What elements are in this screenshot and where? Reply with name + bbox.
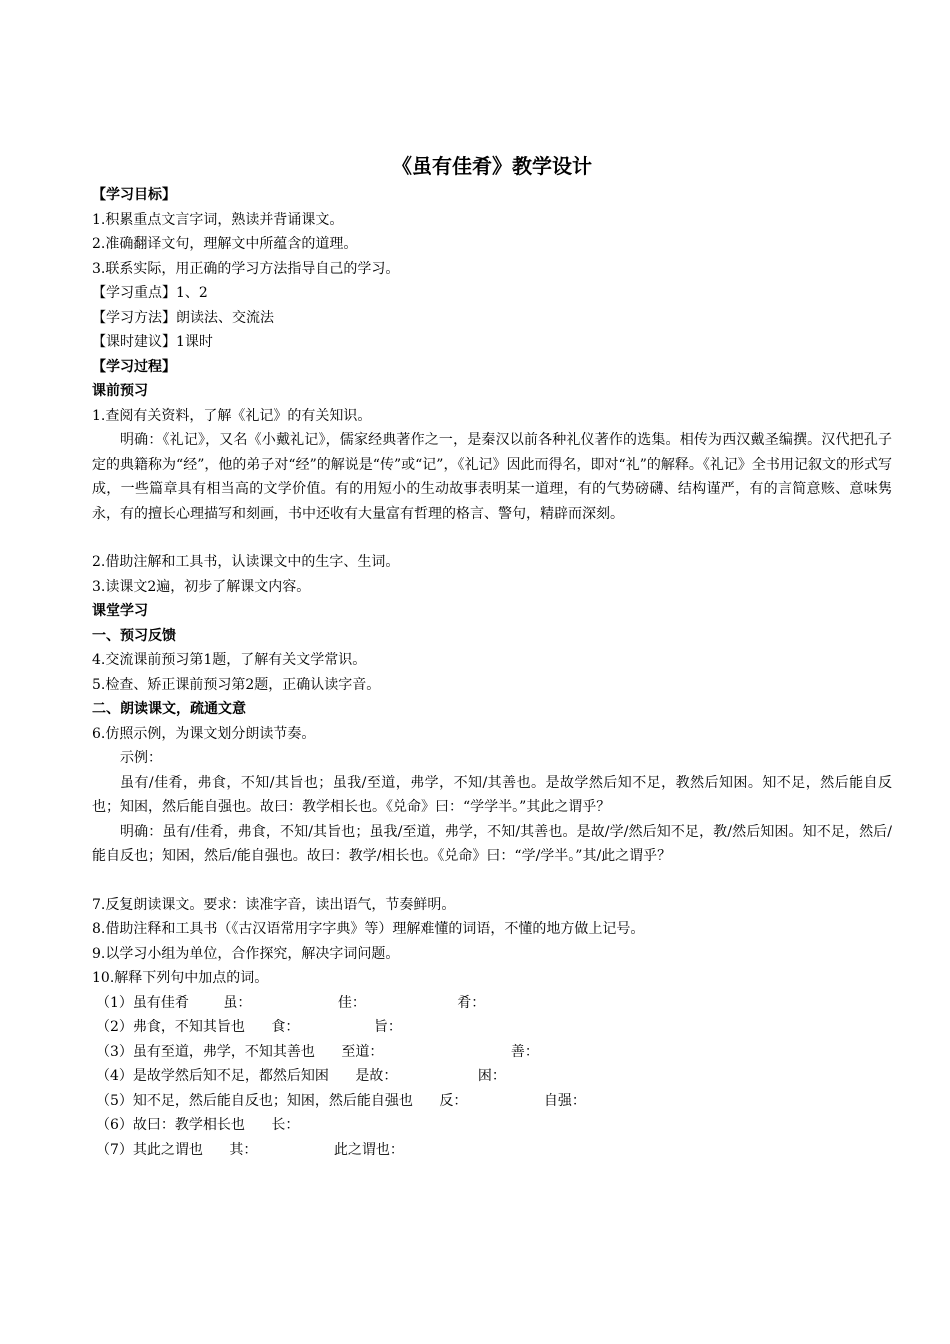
exercise-term: 反： <box>439 1092 468 1109</box>
example-answer: 明确：虽有/佳肴，弗食，不知/其旨也；虽我/至道，弗学，不知/其善也。是故/学/然后知不足，教/然后知困。知不足，然后/能自反也；知困，然后/能自强也。故曰：教学/相长也。《兑命》曰：“学/学半。”其/此之谓乎？ <box>92 823 892 864</box>
hours: 【课时建议】1课时 <box>92 334 213 350</box>
exercise-sentence: 知不足，然后能自反也；知困，然后能自强也 <box>132 1092 413 1109</box>
exercise-term: 自强： <box>543 1092 586 1109</box>
methods: 【学习方法】朗读法、交流法 <box>92 309 274 326</box>
exercise-row <box>92 1089 892 1114</box>
exercise-number: （3） <box>96 1043 133 1060</box>
item-4: 4.交流课前预习第1题，了解有关文学常识。 <box>92 652 367 668</box>
exercise-sentence: 故曰：教学相长也 <box>132 1117 245 1133</box>
exercise-term: 此之谓也： <box>333 1141 404 1158</box>
item-10: 10.解释下列句中加点的词。 <box>92 970 269 986</box>
item-6: 6.仿照示例，为课文划分朗读节奏。 <box>92 725 316 742</box>
goal-3: 3.联系实际，用正确的学习方法指导自己的学习。 <box>92 260 400 277</box>
exercise-term: 佳： <box>337 994 366 1011</box>
preview-header: 课前预习 <box>92 383 148 399</box>
exercise-term: 困： <box>477 1068 506 1084</box>
exercise-term: 至道： <box>341 1043 384 1060</box>
preview-item-3: 3.读课文2遍，初步了解课文内容。 <box>92 578 311 595</box>
exercise-number: （5） <box>96 1092 133 1109</box>
key-points: 【学习重点】1、2 <box>92 285 208 301</box>
exercise-row <box>92 1064 892 1089</box>
exercise-number: （7） <box>96 1141 133 1158</box>
exercise-number: （2） <box>96 1019 133 1035</box>
exercise-term: 善： <box>510 1043 539 1060</box>
spacer <box>92 869 892 893</box>
exercise-row <box>92 1040 892 1065</box>
exercise-term: 长： <box>271 1117 300 1133</box>
exercise-number: （6） <box>96 1117 133 1133</box>
exercise-term: 食： <box>271 1019 300 1035</box>
goals-header: 【学习目标】 <box>92 187 176 203</box>
item-9: 9.以学习小组为单位，合作探究，解决字词问题。 <box>92 945 400 962</box>
section-1-header: 一、预习反馈 <box>92 627 176 644</box>
process-header: 【学习过程】 <box>92 358 176 375</box>
exercise-sentence: 是故学然后知不足，都然后知困 <box>132 1068 329 1084</box>
spacer <box>92 526 892 550</box>
section-2-header: 二、朗读课文，疏通文意 <box>92 701 246 717</box>
preview-item-1: 1.查阅有关资料，了解《礼记》的有关知识。 <box>92 407 372 424</box>
exercise-term: 虽： <box>223 994 252 1011</box>
preview-item-2: 2.借助注解和工具书，认读课文中的生字、生词。 <box>92 554 400 570</box>
exercise-row <box>92 1015 892 1040</box>
exercise-term: 旨： <box>373 1019 402 1035</box>
item-8: 8.借助注释和工具书（《古汉语常用字字典》等）理解难懂的词语，不懂的地方做上记号。 <box>92 921 645 937</box>
exercise-sentence: 其此之谓也 <box>132 1141 203 1158</box>
goal-2: 2.准确翻译文句，理解文中所蕴含的道理。 <box>92 236 358 252</box>
example-text: 虽有/佳肴，弗食，不知/其旨也；虽我/至道，弗学，不知/其善也。是故学然后知不足，教然后知困。知不足，然后能自反也；知困，然后能自强也。故曰：教学相长也。《兑命》曰：“学学半。”其此之谓乎？ <box>92 774 892 815</box>
exercise-sentence: 虽有至道，弗学，不知其善也 <box>132 1043 315 1060</box>
page-title: 《虽有佳肴》教学设计 <box>392 154 592 178</box>
preview-1-answer: 明确：《礼记》，又名《小戴礼记》，儒家经典著作之一，是秦汉以前各种礼仪著作的选集。相传为西汉戴圣编撰。汉代把孔子定的典籍称为“经”，他的弟子对“经”的解说是“传”或“记”，《礼记》因此而得名，即对“礼”的解释。《礼记》全书用记叙文的形式写成，一些篇章具有相当高的文学价值。有的用短小的生动故事表明某一道理，有的气势磅礴、结构谨严，有的言简意赅、意味隽永，有的擅长心理描写和刻画，书中还收有大量富有哲理的格言、警句，精辟而深刻。 <box>92 432 892 522</box>
document-page <box>92 150 892 1162</box>
exercise-row <box>92 991 892 1016</box>
item-5: 5.检查、矫正课前预习第2题，正确认读字音。 <box>92 676 381 693</box>
exercise-term: 其： <box>229 1141 258 1158</box>
example-label: 示例： <box>120 750 162 766</box>
class-header: 课堂学习 <box>92 603 148 619</box>
exercise-sentence: 弗食，不知其旨也 <box>132 1019 245 1035</box>
exercise-number: （4） <box>96 1068 133 1084</box>
exercise-sentence: 虽有佳肴 <box>132 994 189 1011</box>
goal-1: 1.积累重点文言字词，熟读并背诵课文。 <box>92 211 344 228</box>
exercise-row <box>92 1138 892 1163</box>
exercise-term: 肴： <box>457 994 486 1011</box>
exercise-term: 是故： <box>355 1068 398 1084</box>
item-7: 7.反复朗读课文。要求：读准字音，读出语气，节奏鲜明。 <box>92 896 456 913</box>
exercise-number: （1） <box>96 994 133 1011</box>
exercise-row <box>92 1113 892 1138</box>
